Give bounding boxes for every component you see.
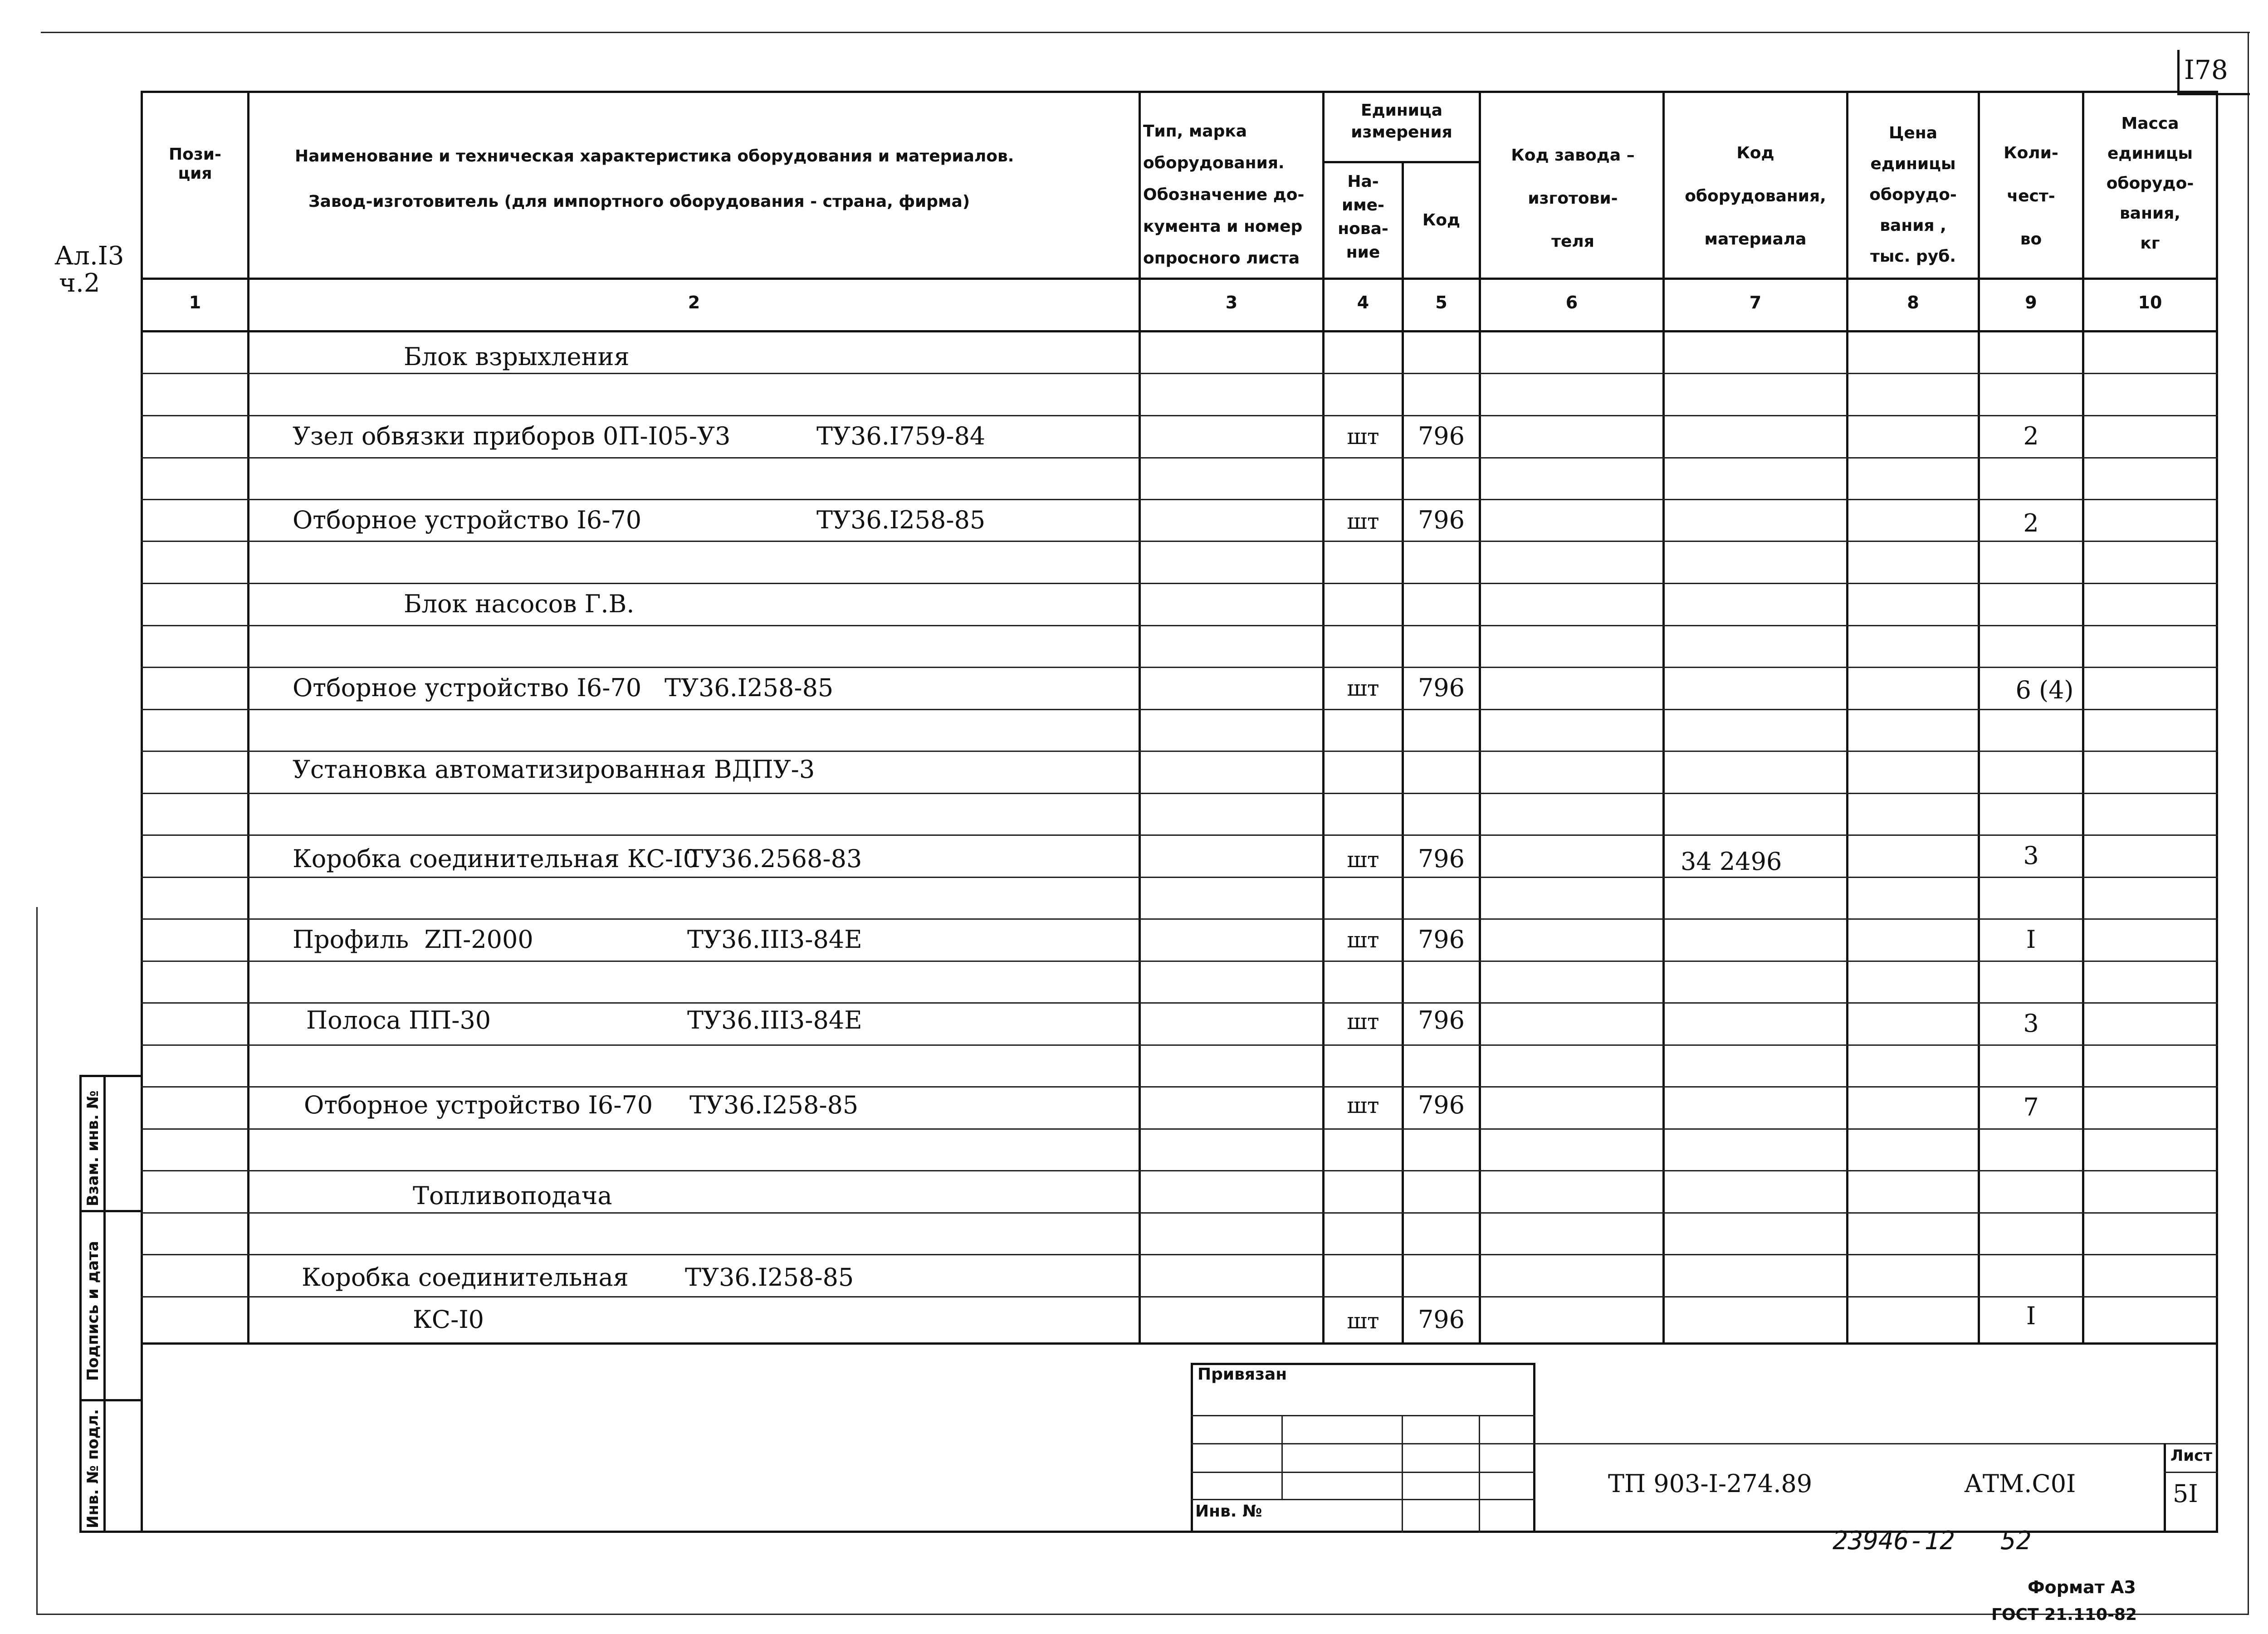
row-code: 796 xyxy=(1418,506,1465,534)
list-box-divider xyxy=(2164,1472,2218,1473)
designation: ТП 903-I-274.89 xyxy=(1608,1469,1813,1498)
header-col3-line: оборудования. xyxy=(1143,154,1285,172)
col-divider-9 xyxy=(2082,91,2084,1342)
row-name: Коробка соединительная КС-I0 xyxy=(293,844,699,873)
title-block-left xyxy=(1191,1363,1193,1533)
col-divider-2 xyxy=(1139,91,1141,1342)
row-material-code: 34 2496 xyxy=(1681,847,1782,876)
header-col9 xyxy=(1980,132,2082,261)
row-name: Профиль ZП-2000 xyxy=(293,925,533,954)
sheet-number-top: I78 xyxy=(2184,54,2228,85)
row-unit: шт xyxy=(1347,424,1379,449)
title-block-col xyxy=(1402,1415,1403,1533)
document-mark: АТМ.С0I xyxy=(1964,1469,2076,1498)
row-line xyxy=(141,667,2218,668)
header-col10-line: оборудо- xyxy=(2106,174,2194,193)
row-line xyxy=(141,583,2218,584)
row-line xyxy=(141,1002,2218,1004)
row-qty: 7 xyxy=(2023,1093,2039,1122)
row-name: Установка автоматизированная ВДПУ-3 xyxy=(293,755,815,784)
header-col6-line: изготови- xyxy=(1528,189,1618,208)
row-line xyxy=(141,918,2218,920)
stamp-left-line xyxy=(79,1075,82,1533)
header-col2 xyxy=(254,134,1139,224)
table-right-line xyxy=(2216,91,2218,1533)
row-line xyxy=(141,1212,2218,1214)
row-line xyxy=(141,499,2218,500)
header-col4-line: име- xyxy=(1341,196,1384,215)
row-name: Топливоподача xyxy=(413,1181,612,1210)
header-col10-line: вания, xyxy=(2120,204,2180,223)
sheet-box-bottom xyxy=(2177,93,2250,95)
list-number: 5I xyxy=(2173,1479,2198,1508)
row-code: 796 xyxy=(1418,925,1465,954)
row-line xyxy=(141,877,2218,878)
row-name: Отборное устройство I6-70 xyxy=(304,1091,653,1119)
header-col6-line: теля xyxy=(1551,232,1594,251)
col-divider-1 xyxy=(247,91,249,1342)
handwritten-archive-number: 23946-12 52 xyxy=(1833,1526,2032,1556)
col-divider-7 xyxy=(1846,91,1848,1342)
stamp-inv-podl: Инв. № подл. xyxy=(84,1409,102,1528)
row-name: Полоса ПП-30 xyxy=(306,1006,491,1034)
row-name: Коробка соединительная xyxy=(302,1263,629,1292)
row-tu: ТУ36.I258-85 xyxy=(689,1091,859,1119)
row-code: 796 xyxy=(1418,673,1465,702)
row-unit: шт xyxy=(1347,1009,1379,1034)
col-number: 5 xyxy=(1435,293,1447,312)
row-line xyxy=(141,1086,2218,1088)
header-col9-line: во xyxy=(2020,230,2042,249)
header-col1 xyxy=(143,141,247,188)
header-unit-line: измерения xyxy=(1351,123,1452,141)
header-col3-line: Обозначение до- xyxy=(1143,185,1305,204)
row-name: Узел обвязки приборов 0П-I05-У3 xyxy=(293,422,731,450)
row-tu: ТУ36.I258-85 xyxy=(816,506,986,534)
col-number: 9 xyxy=(2025,293,2037,312)
row-line xyxy=(141,1296,2218,1297)
unit-subheader-line xyxy=(1322,161,1479,163)
header-col8-line: оборудо- xyxy=(1869,185,1957,204)
gost-label: ГОСТ 21.110-82 xyxy=(1991,1605,2137,1624)
sheet-box-left xyxy=(2177,50,2180,95)
row-name: КС-I0 xyxy=(413,1305,484,1334)
row-tu: ТУ36.2568-83 xyxy=(687,844,862,873)
row-unit: шт xyxy=(1347,927,1379,953)
header-col8 xyxy=(1848,118,1978,272)
row-qty: I xyxy=(2026,925,2036,954)
header-col10-line: единицы xyxy=(2107,144,2193,163)
header-col4-line: На- xyxy=(1347,172,1379,191)
header-col7-line: материала xyxy=(1704,230,1807,249)
stamp-divider xyxy=(79,1210,143,1212)
left-edge-line xyxy=(36,907,38,1614)
col-number: 7 xyxy=(1749,293,1762,312)
row-line xyxy=(141,1044,2218,1046)
row-unit: шт xyxy=(1347,1308,1379,1334)
header-col7 xyxy=(1665,132,1846,261)
table-bottom-line xyxy=(141,1342,2218,1345)
header-col4-line: ние xyxy=(1346,243,1380,262)
header-col5: Код xyxy=(1422,211,1461,229)
row-code: 796 xyxy=(1418,1006,1465,1034)
col-number: 3 xyxy=(1225,293,1238,312)
col-divider-6 xyxy=(1662,91,1665,1342)
row-code: 796 xyxy=(1418,422,1465,450)
row-code: 796 xyxy=(1418,1305,1465,1334)
row-line xyxy=(141,1254,2218,1255)
row-qty: 2 xyxy=(2023,422,2039,450)
row-qty: 2 xyxy=(2023,509,2039,537)
col-number: 10 xyxy=(2138,293,2162,312)
row-line xyxy=(141,541,2218,542)
row-name: Отборное устройство I6-70 xyxy=(293,673,642,702)
header-col3 xyxy=(1143,116,1322,274)
col-number: 4 xyxy=(1357,293,1369,312)
header-col2-line: Завод-изготовитель (для импортного оборудования - страна, фирма) xyxy=(308,192,970,211)
col-number: 1 xyxy=(189,293,201,312)
row-line xyxy=(141,625,2218,626)
header-col2-line: Наименование и техническая характеристика оборудования и материалов. xyxy=(295,147,1014,166)
title-block-line xyxy=(1191,1443,2218,1444)
row-line xyxy=(141,373,2218,374)
row-qty: 3 xyxy=(2023,1009,2039,1038)
header-col1-line: Пози- xyxy=(169,145,221,164)
row-line xyxy=(141,415,2218,416)
row-line xyxy=(141,457,2218,458)
header-col8-line: вания , xyxy=(1880,216,1946,235)
header-bottom-line xyxy=(141,278,2218,280)
stamp-top-line xyxy=(79,1075,143,1077)
header-col8-line: Цена xyxy=(1889,124,1937,142)
format-label: Формат А3 xyxy=(2028,1577,2136,1597)
row-line xyxy=(141,751,2218,752)
header-col9-line: Коли- xyxy=(2004,144,2058,162)
stamp-signature-date: Подпись и дата xyxy=(84,1241,102,1381)
row-unit: шт xyxy=(1347,676,1379,701)
table-top-line xyxy=(141,91,2218,93)
row-qty: 6 (4) xyxy=(2015,676,2074,704)
row-unit: шт xyxy=(1347,847,1379,873)
row-qty: I xyxy=(2026,1302,2036,1330)
header-col7-line: Код xyxy=(1736,144,1774,162)
row-unit: шт xyxy=(1347,509,1379,534)
title-block-line xyxy=(1191,1499,1535,1500)
header-col6-line: Код завода – xyxy=(1511,146,1635,165)
col-divider-3 xyxy=(1322,91,1325,1342)
header-col1-line: ция xyxy=(178,164,212,183)
privyazan-label: Привязан xyxy=(1198,1365,1287,1384)
row-name: Отборное устройство I6-70 xyxy=(293,506,642,534)
row-code: 796 xyxy=(1418,1091,1465,1119)
row-name: Блок взрыхления xyxy=(404,342,630,371)
header-col3-line: кумента и номер xyxy=(1143,217,1303,236)
list-label: Лист xyxy=(2170,1447,2212,1465)
row-unit: шт xyxy=(1347,1093,1379,1118)
row-line xyxy=(141,1128,2218,1130)
header-col10-line: кг xyxy=(2140,234,2160,253)
album-ref-line-1: Ал.I3 xyxy=(54,241,124,271)
row-line xyxy=(141,793,2218,794)
title-block-col xyxy=(1281,1415,1283,1499)
list-box-left xyxy=(2164,1443,2166,1532)
header-unit-line: Единица xyxy=(1361,101,1442,120)
header-col7-line: оборудования, xyxy=(1685,187,1826,205)
col-number: 2 xyxy=(688,293,700,312)
stamp-divider xyxy=(79,1399,143,1401)
stamp-inner-line xyxy=(103,1075,106,1533)
album-ref-line-2: ч.2 xyxy=(59,268,100,298)
header-col8-line: тыс. руб. xyxy=(1870,247,1956,266)
row-line xyxy=(141,1170,2218,1171)
right-edge-line xyxy=(2248,32,2249,1614)
header-col8-line: единицы xyxy=(1870,155,1956,173)
album-ref xyxy=(54,243,124,297)
row-code: 796 xyxy=(1418,844,1465,873)
header-col9-line: чест- xyxy=(2007,187,2055,205)
row-line xyxy=(141,961,2218,962)
header-col4 xyxy=(1325,170,1402,264)
header-col10 xyxy=(2084,109,2216,259)
row-tu: ТУ36.I258-85 xyxy=(665,673,834,702)
header-col3-line: Тип, марка xyxy=(1143,122,1247,141)
header-col6 xyxy=(1483,134,1662,263)
header-col3-line: опросного листа xyxy=(1143,249,1300,268)
row-line xyxy=(141,834,2218,836)
title-block-line xyxy=(1191,1472,1535,1473)
header-unit xyxy=(1325,100,1479,143)
title-block-col xyxy=(1479,1415,1480,1533)
row-qty: 3 xyxy=(2023,841,2039,870)
inv-no-label: Инв. № xyxy=(1195,1502,1262,1521)
col-number: 6 xyxy=(1565,293,1578,312)
col-divider-8 xyxy=(1978,91,1980,1342)
row-name: Блок насосов Г.В. xyxy=(404,590,635,618)
col-divider-5 xyxy=(1479,91,1481,1342)
header-col10-line: Масса xyxy=(2121,114,2179,133)
top-edge-line xyxy=(41,32,2250,33)
row-tu: ТУ36.III3-84Е xyxy=(687,1006,862,1034)
row-tu: ТУ36.I759-84 xyxy=(816,422,986,450)
row-tu: ТУ36.I258-85 xyxy=(685,1263,854,1292)
numbers-bottom-line xyxy=(141,330,2218,332)
row-line xyxy=(141,709,2218,710)
row-tu: ТУ36.III3-84Е xyxy=(687,925,862,954)
stamp-vzam-inv: Взам. инв. № xyxy=(84,1090,102,1206)
bottom-edge-line xyxy=(36,1614,2249,1615)
title-block-right xyxy=(1533,1363,1535,1533)
header-col4-line: нова- xyxy=(1338,219,1388,238)
title-block-line xyxy=(1191,1415,1535,1416)
col-number: 8 xyxy=(1907,293,1919,312)
